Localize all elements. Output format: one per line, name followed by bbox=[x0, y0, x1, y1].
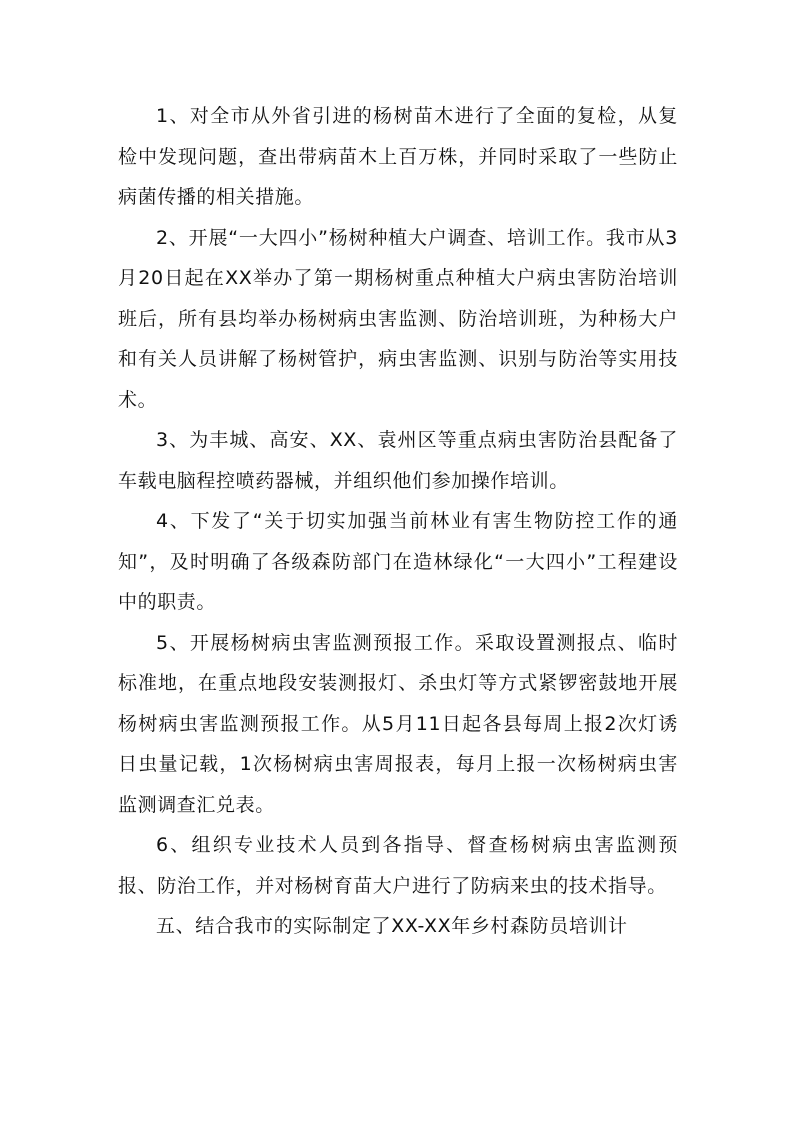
document-body bbox=[118, 96, 678, 947]
paragraph-3: 3、为丰城、高安、XX、袁州区等重点病虫害防治县配备了车载电脑程控喷药器械，并组织他们参加操作培训。 bbox=[118, 429, 678, 492]
paragraph-6: 6、组织专业技术人员到各指导、督查杨树病虫害监测预报、防治工作，并对杨树育苗大户进行了防病来虫的技术指导。 bbox=[118, 834, 678, 897]
paragraph-5: 5、开展杨树病虫害监测预报工作。采取设置测报点、临时标准地，在重点地段安装测报灯、杀虫灯等方式紧锣密鼓地开展杨树病虫害监测预报工作。从5月11日起各县每周上报2次灯诱日虫量记载，1次杨树病虫害周报表，每月上报一次杨树病虫害监测调查汇兑表。 bbox=[118, 631, 678, 816]
paragraph-1: 1、对全市从外省引进的杨树苗木进行了全面的复检，从复检中发现问题，查出带病苗木上百万株，并同时采取了一些防止病菌传播的相关措施。 bbox=[118, 105, 678, 208]
paragraph-2: 2、开展“一大四小”杨树种植大户调查、培训工作。我市从3月20日起在XX举办了第一期杨树重点种植大户病虫害防治培训班后，所有县均举办杨树病虫害监测、防治培训班，为种杨大户和有关人员讲解了杨树管护，病虫害监测、识别与防治等实用技术。 bbox=[118, 226, 678, 411]
paragraph-4: 4、下发了“关于切实加强当前林业有害生物防控工作的通知”，及时明确了各级森防部门在造林绿化“一大四小”工程建设中的职责。 bbox=[118, 510, 678, 613]
paragraph-7: 五、结合我市的实际制定了XX-XX年乡村森防员培训计 bbox=[156, 915, 628, 937]
